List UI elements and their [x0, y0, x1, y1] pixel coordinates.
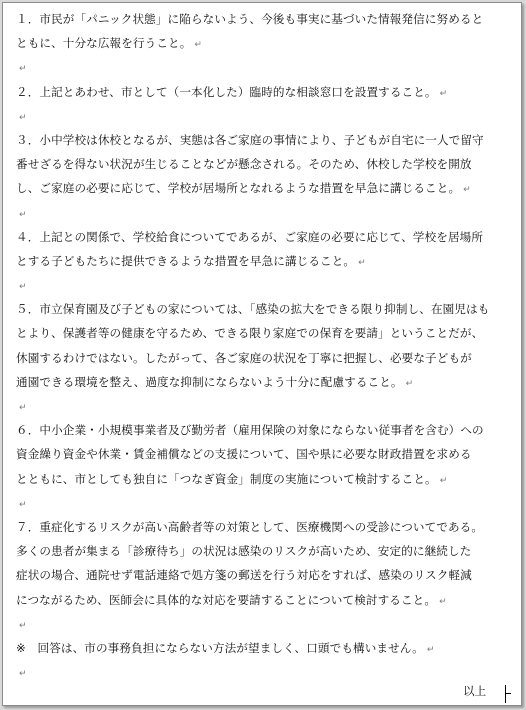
- line-text: １．市民が「パニック状態」に陥らないよう、今後も事実に基づいた情報発信に努めると: [16, 12, 484, 26]
- text-line: [16, 201, 516, 225]
- text-line: [16, 515, 516, 539]
- text-line: [16, 588, 516, 612]
- empty-paragraph: [16, 104, 516, 128]
- line-text: 番せざるを得ない状況が生じることなどが懸念される。そのため、休校した学校を開放: [16, 157, 472, 172]
- paragraph: [16, 515, 516, 612]
- text-line: [16, 563, 516, 587]
- empty-paragraph: [16, 660, 516, 684]
- paragraph-return-mark: ↵: [439, 596, 447, 607]
- text-line: [16, 491, 516, 515]
- text-cursor-tick: [506, 693, 511, 694]
- text-line: [16, 80, 516, 104]
- text-line: [16, 176, 516, 200]
- paragraph: [16, 225, 516, 273]
- paragraph-return-mark: ↵: [19, 282, 27, 293]
- text-line: [16, 128, 516, 152]
- text-line: [16, 346, 516, 370]
- paragraph-return-mark: ↵: [19, 209, 27, 220]
- line-text: 資金繰り資金や休業・賃金補償などの支援について、国や県に必要な財政措置を求める: [16, 447, 472, 462]
- line-text: 通園できる環境を整え、過度な抑制にならないよう十分に配慮すること。: [16, 374, 403, 389]
- text-line: [16, 55, 516, 79]
- empty-paragraph: [16, 55, 516, 79]
- paragraph: [16, 636, 516, 660]
- text-line: [16, 152, 516, 176]
- empty-paragraph: [16, 491, 516, 515]
- text-cursor: [505, 685, 506, 703]
- line-text: ６．中小企業・小規模事業者及び勤労者（雇用保険の対象にならない従事者を含む）への: [16, 423, 484, 438]
- paragraph-return-mark: ↵: [19, 620, 27, 631]
- paragraph-return-mark: ↵: [405, 378, 414, 389]
- empty-paragraph: [16, 201, 516, 225]
- text-line: [16, 225, 516, 249]
- paragraph-return-mark: ↵: [439, 88, 448, 99]
- line-text: とともに、市としても独自に「つなぎ資金」制度の実施について検討すること。: [16, 471, 437, 486]
- text-line: [16, 636, 516, 660]
- line-text: し、ご家庭の必要に応じて、学校が居場所となれるような措置を早急に講じること。: [16, 181, 461, 196]
- text-line: [16, 612, 516, 636]
- paragraph-return-mark: ↵: [358, 257, 366, 268]
- text-line: [16, 467, 516, 491]
- text-line: [16, 249, 516, 273]
- line-text: ※ 回答は、市の事務負担にならない方法が望ましく、口頭でも構いません。: [16, 640, 424, 655]
- line-text: 多くの患者が集まる「診療待ち」の状況は感染のリスクが高いため、安定的に継続した: [16, 544, 472, 559]
- document-page: [2, 2, 522, 706]
- line-text: 休園するわけではない。したがって、各ご家庭の状況を丁寧に把握し、必要な子どもが: [16, 350, 472, 365]
- line-text: とする子どもたちに提供できるような措置を早急に講じること。: [16, 253, 356, 268]
- text-line: [16, 273, 516, 297]
- paragraph-return-mark: ↵: [19, 112, 27, 123]
- paragraph-return-mark: ↵: [19, 403, 27, 413]
- line-text: につながるため、医師会に具体的な対応を要請することについて検討すること。: [16, 592, 437, 607]
- text-line: [16, 7, 516, 31]
- line-text: とより、保護者等の健康を守るため、できる限り家庭での保育を要請」ということだが、: [16, 326, 484, 341]
- line-text: ２．上記とあわせ、市として（一本化した）臨時的な相談窓口を設置すること。: [16, 84, 437, 99]
- text-line: [16, 660, 516, 684]
- document-body[interactable]: [16, 7, 516, 684]
- paragraph-return-mark: ↵: [426, 644, 435, 655]
- paragraph: [16, 128, 516, 201]
- empty-paragraph: [16, 394, 516, 418]
- line-text: 症状の場合、通院せず電話連絡で処方箋の郵送を行う対応をすれば、感染のリスク軽減: [16, 568, 472, 583]
- text-line: [16, 394, 516, 418]
- empty-paragraph: [16, 273, 516, 297]
- paragraph: [16, 418, 516, 491]
- text-line: [16, 104, 516, 128]
- text-line: [16, 31, 516, 55]
- paragraph-return-mark: ↵: [463, 185, 471, 196]
- closing-remark: 以上: [463, 684, 487, 698]
- paragraph-return-mark: ↵: [19, 669, 27, 680]
- paragraph: [16, 297, 516, 394]
- text-line: [16, 442, 516, 466]
- paragraph: [16, 80, 516, 104]
- text-line: [16, 297, 516, 321]
- paragraph: [16, 7, 516, 55]
- line-text: ４．上記との関係で、学校給食についてであるが、ご家庭の必要に応じて、学校を居場所: [16, 229, 484, 244]
- line-text: ３．小中学校は休校となるが、実態は各ご家庭の事情により、子どもが自宅に一人で留守: [16, 132, 484, 147]
- line-text: ７．重症化するリスクが高い高齢者等の対策として、医療機関への受診についてである。: [16, 519, 484, 534]
- text-line: [16, 370, 516, 394]
- text-line: [16, 321, 516, 345]
- text-line: [16, 539, 516, 563]
- paragraph-return-mark: ↵: [194, 40, 203, 51]
- paragraph-return-mark: ↵: [19, 499, 27, 510]
- empty-paragraph: [16, 612, 516, 636]
- paragraph-return-mark: ↵: [439, 475, 448, 486]
- text-line: [16, 418, 516, 442]
- line-text: ５．市立保育園及び子どもの家については、「感染の拡大をできる限り抑制し、在園児はも: [16, 302, 490, 317]
- paragraph-return-mark: ↵: [19, 64, 27, 75]
- line-text: ともに、十分な広報を行うこと。: [16, 36, 192, 51]
